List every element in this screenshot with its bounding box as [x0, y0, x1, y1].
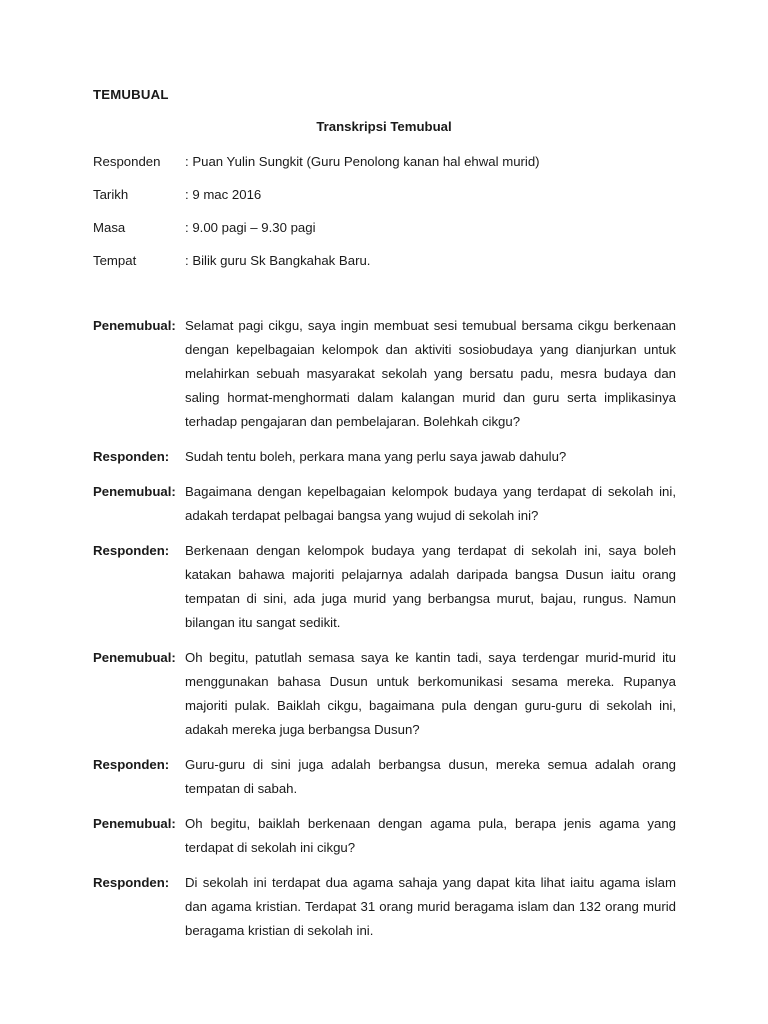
meta-value: : Bilik guru Sk Bangkahak Baru. [185, 253, 371, 268]
dialog-turn [93, 480, 676, 528]
interview-transcript [93, 314, 676, 954]
meta-label: Responden [93, 154, 161, 169]
utterance-text: Berkenaan dengan kelompok budaya yang terdapat di sekolah ini, saya boleh katakan bahawa majoriti pelajarnya adalah daripada bangsa Dusun iaitu orang tempatan di sini, ada juga murid yang berbangsa murut, bajau, rungus. Namun bilangan itu sangat sedikit. [185, 543, 676, 630]
speaker-label: Responden: [93, 757, 170, 772]
meta-row-place [93, 252, 693, 285]
dialog-turn [93, 539, 676, 635]
utterance-text: Sudah tentu boleh, perkara mana yang perlu saya jawab dahulu? [185, 449, 567, 464]
meta-label: Tarikh [93, 187, 129, 202]
speaker-label: Responden: [93, 875, 170, 890]
interview-metadata [93, 153, 693, 285]
meta-row-date [93, 186, 693, 219]
speaker-label: Penemubual: [93, 484, 176, 499]
meta-row-respondent [93, 153, 693, 186]
speaker-label: Penemubual: [93, 816, 176, 831]
dialog-turn [93, 812, 676, 860]
utterance-text: Di sekolah ini terdapat dua agama sahaja yang dapat kita lihat iaitu agama islam dan agama kristian. Terdapat 31 orang murid beragama islam dan 132 orang murid beragama kristian di sekolah ini. [185, 875, 676, 938]
meta-label: Masa [93, 220, 126, 235]
dialog-turn [93, 445, 676, 469]
utterance-text: Oh begitu, baiklah berkenaan dengan agama pula, berapa jenis agama yang terdapat di sekolah ini cikgu? [185, 816, 676, 855]
utterance-text: Bagaimana dengan kepelbagaian kelompok budaya yang terdapat di sekolah ini, adakah terdapat pelbagai bangsa yang wujud di sekolah ini? [185, 484, 676, 523]
meta-label: Tempat [93, 253, 137, 268]
dialog-turn [93, 314, 676, 434]
document-heading: TEMUBUAL [93, 87, 169, 102]
meta-value: : 9.00 pagi – 9.30 pagi [185, 220, 316, 235]
speaker-label: Penemubual: [93, 650, 176, 665]
speaker-label: Penemubual: [93, 318, 176, 333]
speaker-label: Responden: [93, 543, 170, 558]
dialog-turn [93, 871, 676, 943]
title-text: Transkripsi Temubual [316, 119, 452, 134]
meta-row-time [93, 219, 693, 252]
speaker-label: Responden: [93, 449, 170, 464]
utterance-text: Selamat pagi cikgu, saya ingin membuat sesi temubual bersama cikgu berkenaan dengan kepelbagaian kelompok dan aktiviti sosiobudaya yang dianjurkan untuk melahirkan sebuah masyarakat sekolah yang bersatu padu, mesra budaya dan saling hormat-menghormati dalam kalangan murid dan guru serta implikasinya terhadap pengajaran dan pembelajaran. Bolehkah cikgu? [185, 318, 676, 429]
utterance-text: Oh begitu, patutlah semasa saya ke kantin tadi, saya terdengar murid-murid itu menggunakan bahasa Dusun untuk berkomunikasi sesama mereka. Rupanya majoriti pulak. Baiklah cikgu, bagaimana pula dengan guru-guru di sekolah ini, adakah mereka juga berbangsa Dusun? [185, 650, 676, 737]
dialog-turn [93, 753, 676, 801]
meta-value: : 9 mac 2016 [185, 187, 262, 202]
meta-value: : Puan Yulin Sungkit (Guru Penolong kanan hal ehwal murid) [185, 154, 540, 169]
utterance-text: Guru-guru di sini juga adalah berbangsa dusun, mereka semua adalah orang tempatan di sabah. [185, 757, 676, 796]
dialog-turn [93, 646, 676, 742]
document-title [0, 119, 768, 134]
